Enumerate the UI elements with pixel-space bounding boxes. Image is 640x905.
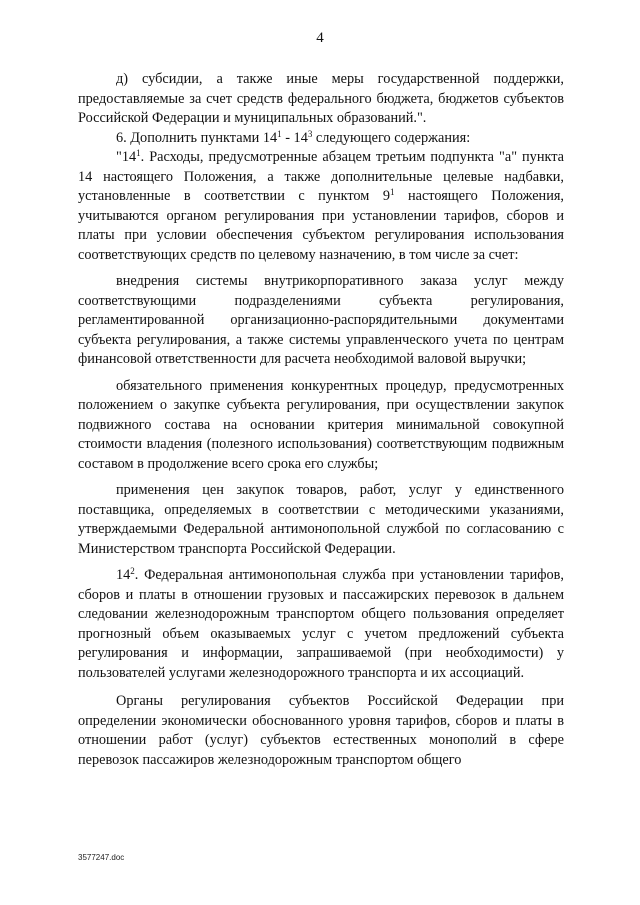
file-name-footer: 3577247.doc — [78, 853, 125, 862]
paragraph-single-supplier-prices: применения цен закупок товаров, работ, услуг у единственного поставщика, определяемых в соответствии с методическими указаниями, утверждаемыми Федеральной антимонопольной службой по согласованию с Министерством транспорта Российской Федерации. — [78, 482, 564, 557]
page-number: 4 — [316, 30, 324, 46]
paragraph-amend-item-6: 6. Дополнить пунктами $14^1 - 14^3$ следующего содержания: — [116, 128, 471, 146]
paragraph-regional-authorities: Органы регулирования субъектов Российской Федерации при определении экономически обоснованного уровня тарифов, сборов и платы в отношении работ (услуг) субъектов естественных монополий в сфере перевозок пассажиров железнодорожным транспортом общего — [78, 693, 564, 768]
paragraph-internal-order-system: внедрения системы внутрикорпоративного заказа услуг между соответствующими подразделениями субъекта регулирования, регламентированной организационно-распорядительными документами субъекта регулирования, а также системы управленческого учета по центрам финансовой ответственности для расчета необходимой валовой выручки; — [78, 273, 564, 367]
paragraph-subsidies: д) субсидии, а также иные меры государственной поддержки, предоставляемые за счет средств федерального бюджета, бюджетов субъектов Российской Федерации и муниципальных образований.". — [78, 71, 564, 126]
document-body — [78, 70, 564, 770]
paragraph-item-14-1: "$14^1$. Расходы, предусмотренные абзацем третьим подпункта "а" пункта 14 настоящего Положения, а также дополнительные целевые надбавки, установленные в соответствии с пунктом $9^1$ настоящего Положения, учитываются органом регулирования при установлении тарифов, сборов и платы при условии обеспечения субъектом регулирования использования соответствующих средств по целевому назначению, в том числе за счет: — [78, 148, 564, 263]
paragraph-item-14-2: $14^2$. Федеральная антимонопольная служба при установлении тарифов, сборов и платы в отношении грузовых и пассажирских перевозок в дальнем следовании железнодорожным транспортом общего пользования определяет прогнозный объем оказываемых услуг с учетом предложений субъекта регулирования и информации, запрашиваемой (при необходимости) у пользователей услугами железнодорожного транспорта и их ассоциаций. — [78, 566, 564, 681]
paragraph-competitive-procedures: обязательного применения конкурентных процедур, предусмотренных положением о закупке субъекта регулирования, при осуществлении закупок подвижного состава на основании критерия минимальной совокупной стоимости владения (полезного использования) соответствующим подвижным составом в продолжение всего срока его службы; — [78, 377, 564, 472]
